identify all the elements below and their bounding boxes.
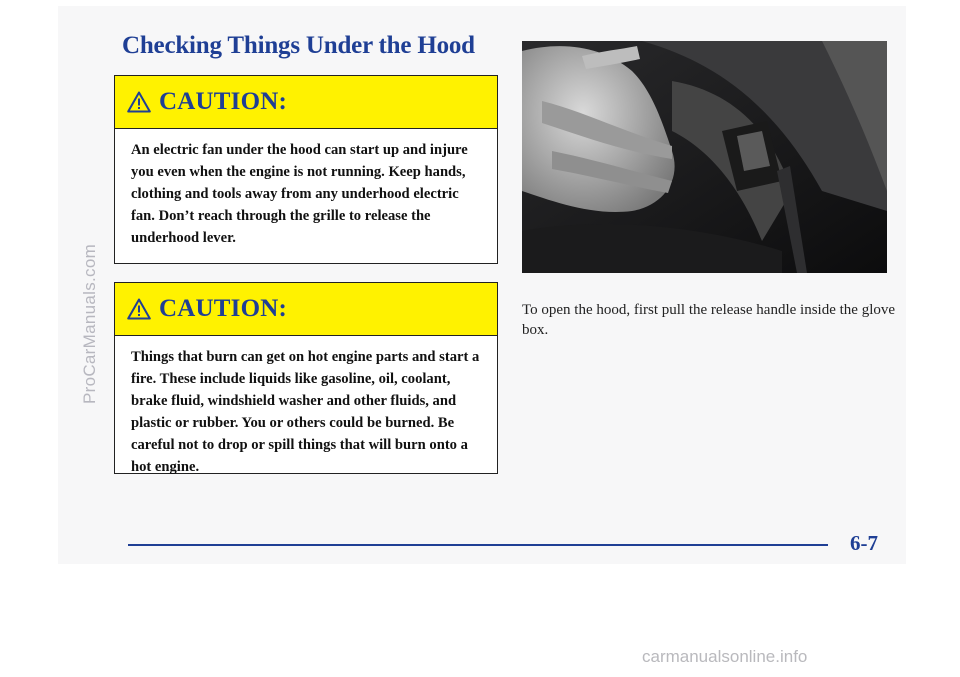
side-watermark: ProCarManuals.com: [80, 243, 99, 404]
caution-header: [115, 283, 497, 336]
caution-header: [115, 76, 497, 129]
caution-box-fan: [114, 75, 498, 264]
warning-triangle-icon: [127, 91, 151, 113]
warning-triangle-icon: [127, 298, 151, 320]
hood-release-photo: [522, 41, 887, 273]
caution-box-fire: [114, 282, 498, 474]
caution-text: Things that burn can get on hot engine parts and start a fire. These include liquids like gasoline, oil, coolant, brake fluid, windshield washer and other fluids, and plastic or rubber. You or others could be burned. Be careful not to drop or spill things that will burn onto a hot engine.: [131, 349, 480, 475]
page-number: 6-7: [850, 531, 878, 555]
footer-rule: [128, 544, 828, 546]
page-title: Checking Things Under the Hood: [122, 32, 475, 59]
caution-text: An electric fan under the hood can start up and injure you even when the engine is not running. Keep hands, clothing and tools away from any underhood electric fan. Don’t reach through the grille to release the underhood lever.: [131, 142, 468, 246]
caution-label: CAUTION:: [159, 295, 287, 322]
instruction-text: To open the hood, first pull the release handle inside the glove box.: [522, 302, 896, 338]
caution-label: CAUTION:: [159, 88, 287, 115]
footer-watermark: carmanualsonline.info: [642, 647, 808, 666]
